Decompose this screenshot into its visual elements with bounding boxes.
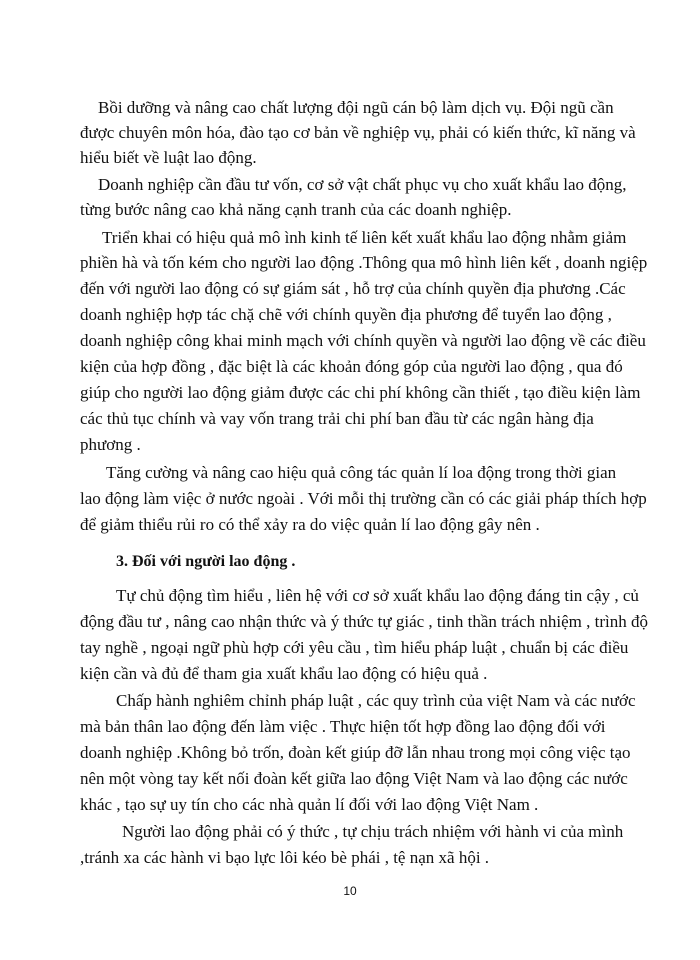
paragraph-3-line-5: doanh nghiệp công khai minh mạch với chính quyền và người lao động về các điều (80, 331, 646, 350)
section-paragraph-1-line-2: động đầu tư , nâng cao nhận thức và ý thức tự giác , tinh thần trách nhiệm , trình độ (80, 612, 648, 631)
paragraph-3-line-3: đến với người lao động có sự giám sát , hỗ trợ của chính quyền địa phương .Các (80, 279, 626, 298)
section-paragraph-2-line-1: Chấp hành nghiêm chỉnh pháp luật , các quy trình của việt Nam và các nước (116, 691, 636, 710)
paragraph-2-line-2: từng bước nâng cao khả năng cạnh tranh của các doanh nghiệp. (80, 200, 512, 219)
paragraph-3-line-6: kiện của hợp đồng , đặc biệt là các khoản đóng góp của người lao động , qua đó (80, 357, 623, 376)
paragraph-3-line-2: phiền hà và tốn kém cho người lao động .Thông qua mô hình liên kết , doanh ngiệp (80, 253, 648, 272)
section-paragraph-2-line-4: nên một vòng tay kết nối đoàn kết giữa lao động Việt Nam và lao động các nước (80, 769, 628, 788)
section-paragraph-1-line-4: kiện cần và đủ để tham gia xuất khẩu lao động có hiệu quả . (80, 664, 488, 683)
paragraph-2-line-1: Doanh nghiệp cần đầu tư vốn, cơ sở vật chất phục vụ cho xuất khẩu lao động, (98, 175, 627, 194)
section-paragraph-1-line-3: tay nghề , ngoại ngữ phù hợp cới yêu cầu , tìm hiểu pháp luật , chuẩn bị các điều (80, 638, 629, 657)
section-paragraph-2-line-2: mà bản thân lao động đến làm việc . Thực hiện tốt hợp đồng lao động đối với (80, 717, 606, 736)
paragraph-1-line-2: được chuyên môn hóa, đào tạo cơ bản về nghiệp vụ, phải có kiến thức, kĩ năng và (80, 123, 636, 142)
paragraph-4-line-3: để giảm thiểu rủi ro có thể xảy ra do việc quản lí lao động gây nên . (80, 515, 540, 534)
section-paragraph-3-line-1: Người lao động phải có ý thức , tự chịu trách nhiệm với hành vi của mình (122, 822, 624, 841)
section-paragraph-1-line-1: Tự chủ động tìm hiểu , liên hệ với cơ sở xuất khẩu lao động đáng tin cậy , củ (116, 586, 639, 605)
section-paragraph-2-line-5: khác , tạo sự uy tín cho các nhà quản lí đối với lao động Việt Nam . (80, 795, 539, 814)
paragraph-4-line-1: Tăng cường và nâng cao hiệu quả công tác quản lí loa động trong thời gian (106, 463, 617, 482)
paragraph-4-line-2: lao động làm việc ở nước ngoài . Với mỗi thị trường cần có các giải pháp thích hợp (80, 489, 647, 508)
paragraph-3-line-1: Triển khai có hiệu quả mô ình kinh tế liên kết xuất khẩu lao động nhằm giảm (102, 228, 627, 247)
paragraph-1-line-1: Bồi dưỡng và nâng cao chất lượng đội ngũ cán bộ làm dịch vụ. Đội ngũ cần (98, 98, 614, 117)
paragraph-3-line-8: các thủ tục chính và vay vốn trang trải chi phí ban đầu từ các ngân hàng địa (80, 409, 594, 428)
section-heading: 3. Đối với người lao động . (116, 553, 296, 570)
page-number: 10 (343, 884, 357, 898)
paragraph-3-line-9: phương . (80, 435, 141, 454)
paragraph-1-line-3: hiểu biết về luật lao động. (80, 148, 257, 167)
section-paragraph-3-line-2: ,tránh xa các hành vi bạo lực lôi kéo bè phái , tệ nạn xã hội . (80, 848, 490, 867)
section-paragraph-2-line-3: doanh nghiệp .Không bỏ trốn, đoàn kết giúp đỡ lẫn nhau trong mọi công việc tạo (80, 743, 631, 762)
paragraph-3-line-4: doanh nghiệp hợp tác chặ chẽ với chính quyền địa phương để tuyển lao động , (80, 305, 612, 324)
paragraph-3-line-7: giúp cho người lao động giảm được các chi phí không cần thiết , tạo điều kiện làm (80, 383, 641, 402)
